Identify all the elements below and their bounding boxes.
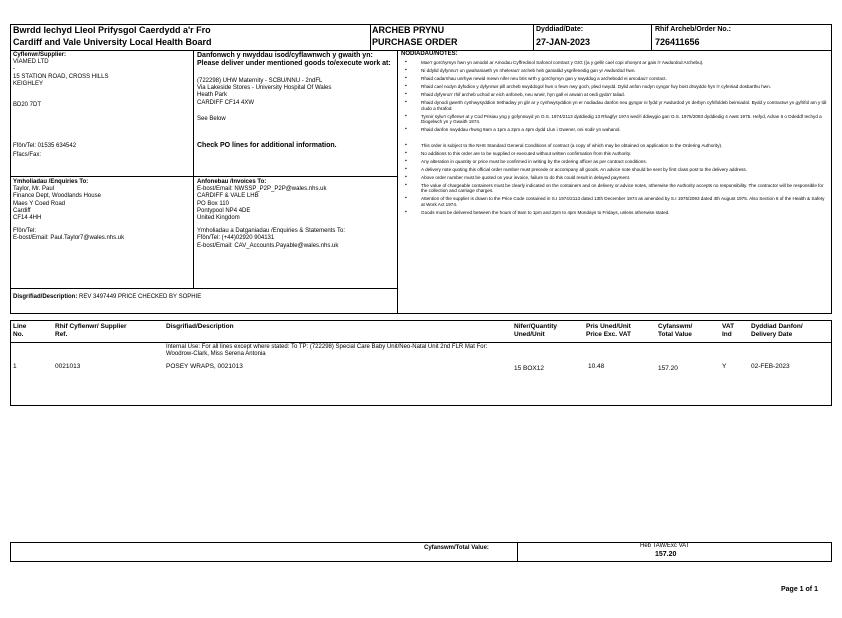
note-item: ▪ Any alteration in quantity or price must be confirmed in writing by the ordering officer as per contract conditions. <box>401 159 827 165</box>
enquiries-line: CF14 4HH <box>13 215 42 222</box>
description-value: REV 3497449 PRICE CHECKED BY SOPHIE <box>79 294 202 300</box>
header-col-divider-2 <box>533 24 534 50</box>
header-col-divider-1 <box>370 24 371 50</box>
enquiries-line: Cardiff <box>13 207 31 214</box>
delivery-line <box>197 107 331 116</box>
invoices-accounts-email[interactable]: E-bost/Email: CAV_Accounts.Payable@wales.nhs.uk <box>197 242 339 249</box>
col-header-line <box>13 323 26 339</box>
notes-title: NODIADAU/NOTES: <box>401 51 458 57</box>
col-header-text: Total Value <box>658 331 692 338</box>
line-items-table <box>10 320 832 406</box>
enquiries-line: Finance Dept, Woodlands House <box>13 193 101 200</box>
section-divider-left <box>193 50 194 288</box>
note-item: ▪ No additions to this order are to be supplied or executed without written confirmation from this Authority. <box>401 151 827 157</box>
note-item: ▪ Rhaid dyfynnu'r rhif archeb uchod ar eich anfoneb, neu wneir, hyn gall ei arwain at oedi gyda'r taliad. <box>401 92 827 98</box>
supplier-label: Cyflenwr/Supplier: <box>13 52 67 58</box>
delivery-label: Danfonwch y nwyddau isod/cyflawnwch y gwaith yn: Please deliver under mentioned goods to/execute work at: <box>197 52 391 68</box>
enquiries-label: Ymholiadau /Enquiries To: <box>13 179 89 185</box>
note-item: ▪ Above order number must be quoted on your invoice, failure to do this could result in delayed payment. <box>401 175 827 181</box>
enquiries-email[interactable]: E-bost/Email: Paul.Taylor7@wales.nhs.uk <box>13 235 125 242</box>
row-description: POSEY WRAPS, 0021013 <box>166 363 243 370</box>
totals-bar <box>10 542 832 562</box>
row-delivery-date: 02-FEB-2023 <box>751 363 790 370</box>
org-name-english: Cardiff and Vale University Local Health Board <box>13 37 212 47</box>
order-number-value: 726411656 <box>655 37 700 47</box>
col-header-text: Ind <box>722 331 732 338</box>
delivery-note: Check PO lines for additional information. <box>197 142 337 149</box>
delivery-line: Heath Park <box>197 92 228 99</box>
col-header-text: Line <box>13 323 27 330</box>
note-item: ▪ The value of chargeable containers must be clearly indicated on the containers and on delivery or advice notes, otherwise the Authority accepts no responsibility. The contractor will be responsible for the collection and carriage charges. <box>401 183 827 194</box>
invoices-line: PO Box 110 <box>197 200 229 207</box>
note-item: ▪ Attention of the supplier is drawn to the Price Code contained in S.I 1974/2113 dated 13th December 1974 as amended by S.I 1975/2093 dated 4th August 1975. Also Section 6 of the Health & Safety at Work Act 1974. <box>401 196 827 207</box>
note-item: ▪ Goods must be delivered between the hours of 9am to 1pm and 2pm to 4pm Mondays to Fridays, unless otherwise stated. <box>401 210 827 216</box>
section-divider-mid <box>10 176 397 177</box>
table-header-divider <box>10 342 832 343</box>
total-exc-vat-value: 157.20 <box>655 551 677 558</box>
col-header-text: Rhif Cyflenwr/ Supplier <box>55 323 127 330</box>
invoices-line: United Kingdom <box>197 215 240 222</box>
supplier-line: BD20 7DT <box>13 102 42 109</box>
section-divider-desc <box>10 288 397 289</box>
invoices-line: Ymholiadau a Datganiadau /Enquiries & Statements To: <box>197 228 345 235</box>
doc-title-english: PURCHASE ORDER <box>372 37 458 47</box>
date-label: Dyddiad/Date: <box>536 26 584 33</box>
invoices-label: Anfonebau /Invoices To: <box>197 179 267 185</box>
col-header-text: Dyddiad Danfon/ <box>751 323 803 330</box>
supplier-block <box>13 52 191 109</box>
note-item: ▪ Ni ddylid dyfynnu'r un gwahaniaeth yn nhelerau'r archeb heb ganiatâd ysgrifenedig gan yr Awdurdod hwn. <box>401 68 827 74</box>
col-header-text: No. <box>13 331 24 338</box>
note-item: ▪ Rhaid dynodi gwerth cynhwysyddion trethadwy yn glir ar y cynhwysyddion yn er nodiadau danfon neu gyngor ni fydd yr Awdurdod yn derbyn cyfrifoldeb beirniadol. Bydd y contractwr yn gyfrifol am y tâl cludo a thrafod. <box>401 100 827 111</box>
delivery-line: Via Lakeside Stores - University Hospital Of Wales <box>197 85 332 92</box>
date-value: 27-JAN-2023 <box>536 37 591 47</box>
delivery-line: (722298) UHW Maternity - SCBU/NNU - 2ndFL <box>197 78 323 84</box>
supplier-line: - <box>13 66 15 73</box>
note-item: ▪ Rhaid cael nodyn dyfodion y dyfynnwr pill archeb swyddogol hwn o fewn nwy goch, plwd nwydd. Dylid anfon nodyn cyngor fwy bost drwyddo hyn i'r cyfeiriad dosbarthu hwn. <box>401 84 827 90</box>
note-item: ▪ Tynnir sylw'r cyflenwr at y Cod Prisiau yng y gofynnwyd yn O.S. 1974/2113 dyddiedig 13 Rhagfyr 1974 wedi'i ddiwygio gan O.S. 1975/2093 dyddiedig 4 Awst 1975. Hefyd, Adran 6 o Ddeddf Iechyd a Diogelwch yn y Gwaith 1974. <box>401 114 827 125</box>
col-header-price <box>586 323 631 339</box>
col-header-text: Pris Uned/Unit <box>586 323 631 330</box>
notes-list <box>401 60 827 218</box>
note-item: ▪ A delivery note quoting this official order number must precede or accompany all goods. An advice note should be sent by first class post to the delivery address. <box>401 167 827 173</box>
supplier-line: 15 STATION ROAD, CROSS HILLS <box>13 73 109 80</box>
total-exc-vat-label: Heb TAW/Exc VAT <box>640 543 690 549</box>
col-header-text: VAT <box>722 323 735 330</box>
row-unit-price: 10.48 <box>588 363 605 370</box>
delivery-address <box>197 78 331 123</box>
col-header-text: Cyfanswm/ <box>658 323 693 330</box>
invoices-email[interactable]: E-bost/Email: NWSSP_P2P_P2P@wales.nhs.uk <box>197 186 327 193</box>
total-value-label: Cyfanswm/Total Value: <box>424 545 489 551</box>
col-header-quantity <box>514 323 557 339</box>
row-total-value: 157.20 <box>658 365 678 372</box>
enquiries-line: Ffôn/Tel: <box>13 228 37 235</box>
page-number: Page 1 of 1 <box>781 586 818 593</box>
invoices-block <box>197 179 395 250</box>
description-label: Disgrifiad/Description: <box>13 294 78 300</box>
col-header-text: Ref. <box>55 331 68 338</box>
col-header-text: Price Exc. VAT <box>586 331 631 338</box>
header-col-divider-3 <box>651 24 652 50</box>
supplier-fax: Ffacs/Fax: <box>13 152 42 158</box>
doc-title-welsh: ARCHEB PRYNU <box>372 25 445 35</box>
row-supplier-ref: 0021013 <box>55 363 81 370</box>
col-header-text: Delivery Date <box>751 331 793 338</box>
note-item: ▪ Mae'r gorchymyn hwn yn amodol ar Amodau Cyffredinol Safonol contract y GIG ((a y gellir cael copi ohonynt ar gais i'r Awdurdod Archebu). <box>401 60 827 66</box>
enquiries-line: Taylor, Mr. Paul <box>13 186 55 193</box>
col-header-text: Disgrifiad/Description <box>166 323 234 330</box>
order-description <box>13 294 201 301</box>
delivery-line: See Below <box>197 115 226 122</box>
note-item: ▪ This order is subject to the NHS Standard General Conditions of contract (a copy of which may be obtained on application to the Ordering Authority). <box>401 143 827 149</box>
row-line-number: 1 <box>13 363 17 370</box>
invoices-line: CARDIFF & VALE LHB <box>197 193 259 200</box>
supplier-phone: Ffôn/Tel: 01535 634542 <box>13 143 77 149</box>
row-vat-indicator: Y <box>722 363 727 370</box>
supplier-line: KEIGHLEY <box>13 80 44 87</box>
section-divider-notes <box>397 50 398 314</box>
enquiries-block <box>13 179 191 243</box>
col-header-vat <box>722 323 734 339</box>
org-name-welsh: Bwrdd Iechyd Lleol Prifysgol Caerdydd a'r Fro <box>13 25 211 35</box>
note-item: ▪ Rhaid danfon nwyddau rhwng 9am a 1pm a 2pm a 4pm dydd Llun i Gwener, oni nodir yn wahanol. <box>401 127 827 133</box>
col-header-text: Uned/Unit <box>514 331 545 338</box>
row-internal-use: Internal Use: For all lines except where stated: To TP: (722298) Special Care Baby Unit/Neo-Natal Unit 2nd FLR Mat For: Woodrow-Clark, Miss Serena Antonia <box>166 344 488 358</box>
col-header-supplier-ref <box>55 323 127 339</box>
invoices-line: Ffôn/Tel: (+44)02920 904131 <box>197 235 275 242</box>
supplier-line <box>13 88 191 102</box>
col-header-text: Nifer/Quantity <box>514 323 557 330</box>
order-number-label: Rhif Archeb/Order No.: <box>655 26 731 33</box>
totals-divider <box>517 542 518 562</box>
supplier-line: VIAMED LTD <box>13 59 49 66</box>
col-header-delivery-date <box>751 323 803 339</box>
enquiries-line: Maes Y Coed Road <box>13 200 66 207</box>
delivery-line: CARDIFF CF14 4XW <box>197 99 255 106</box>
col-header-total <box>658 323 692 339</box>
invoices-line: Pontypool NP4 4DE <box>197 207 251 214</box>
row-quantity: 15 BOX12 <box>514 365 544 372</box>
note-item: ▪ Rhaid cadarnhau unrhyw newid mewn nifer neu bris wrth y gorchymyn gan y swyddog a archebodd ei amodau'r contract. <box>401 76 827 82</box>
col-header-description <box>166 323 234 331</box>
